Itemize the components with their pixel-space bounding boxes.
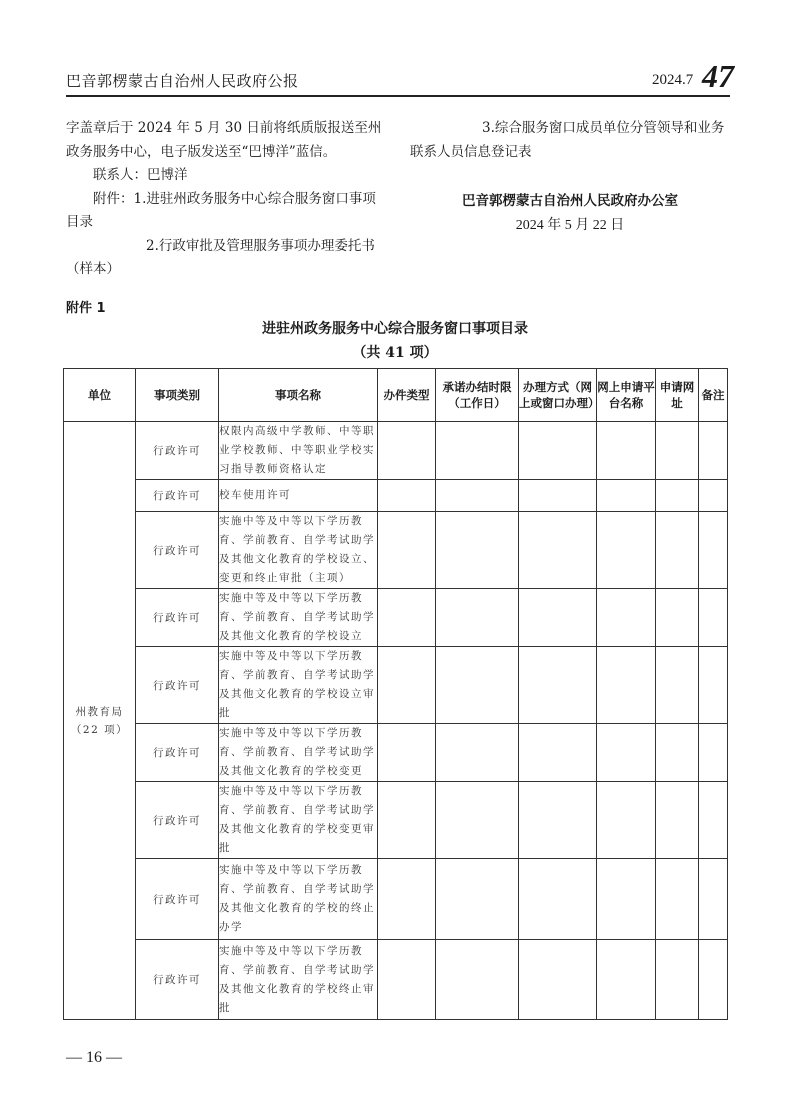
item-name-cell: 实施中等及中等以下学历教育、学前教育、自学考试助学及其他文化教育的学校终止审批 — [219, 940, 378, 1020]
empty-cell — [699, 782, 728, 859]
catalog-table — [63, 368, 728, 1020]
empty-cell — [436, 940, 519, 1020]
header-case-type: 办件类型 — [378, 369, 436, 422]
empty-cell — [699, 422, 728, 480]
table-row — [64, 512, 728, 589]
empty-cell — [597, 589, 656, 647]
empty-cell — [436, 647, 519, 724]
empty-cell — [656, 724, 699, 782]
empty-cell — [656, 940, 699, 1020]
table-row — [64, 647, 728, 724]
empty-cell — [597, 480, 656, 512]
empty-cell — [378, 647, 436, 724]
header-remarks: 备注 — [699, 369, 728, 422]
item-name-cell: 实施中等及中等以下学历教育、学前教育、自学考试助学及其他文化教育的学校变更 — [219, 724, 378, 782]
item-name-cell: 实施中等及中等以下学历教育、学前教育、自学考试助学及其他文化教育的学校设立、变更和终止审批（主项） — [219, 512, 378, 589]
empty-cell — [378, 422, 436, 480]
signature-date: 2024 年 5 月 22 日 — [515, 217, 625, 233]
empty-cell — [656, 422, 699, 480]
item-name-cell: 实施中等及中等以下学历教育、学前教育、自学考试助学及其他文化教育的学校设立审批 — [219, 647, 378, 724]
empty-cell — [436, 724, 519, 782]
signature-org: 巴音郭楞蒙古自治州人民政府办公室 — [462, 193, 678, 209]
empty-cell — [519, 940, 597, 1020]
empty-cell — [378, 512, 436, 589]
category-cell: 行政许可 — [136, 512, 219, 589]
empty-cell — [378, 724, 436, 782]
empty-cell — [519, 480, 597, 512]
table-row — [64, 859, 728, 940]
header-rule — [66, 95, 730, 97]
empty-cell — [378, 940, 436, 1020]
item-name-cell: 实施中等及中等以下学历教育、学前教育、自学考试助学及其他文化教育的学校的终止办学 — [219, 859, 378, 940]
empty-cell — [519, 512, 597, 589]
empty-cell — [699, 480, 728, 512]
empty-cell — [519, 589, 597, 647]
category-cell: 行政许可 — [136, 480, 219, 512]
paragraph-submission: 字盖章后于 2024 年 5 月 30 日前将纸质版报送至州政务服务中心，电子版发送至“巴博洋”蓝信。 — [66, 120, 382, 160]
item-name-cell: 实施中等及中等以下学历教育、学前教育、自学考试助学及其他文化教育的学校变更审批 — [219, 782, 378, 859]
category-cell: 行政许可 — [136, 782, 219, 859]
empty-cell — [656, 647, 699, 724]
empty-cell — [519, 724, 597, 782]
empty-cell — [597, 512, 656, 589]
empty-cell — [597, 859, 656, 940]
category-cell: 行政许可 — [136, 724, 219, 782]
category-cell: 行政许可 — [136, 589, 219, 647]
paragraph-attachment-3: 3.综合服务窗口成员单位分管领导和业务联系人员信息登记表 — [410, 120, 725, 160]
empty-cell — [597, 724, 656, 782]
empty-cell — [699, 589, 728, 647]
page-number: — 16 — — [66, 1049, 122, 1066]
table-row — [64, 724, 728, 782]
table-row — [64, 940, 728, 1020]
empty-cell — [656, 512, 699, 589]
table-row — [64, 422, 728, 480]
header-handling-method: 办理方式（网上或窗口办理） — [519, 369, 597, 422]
header-platform: 网上申请平台名称 — [597, 369, 656, 422]
empty-cell — [656, 589, 699, 647]
item-name-cell: 校车使用许可 — [219, 480, 378, 512]
empty-cell — [378, 589, 436, 647]
attachment-label: 附件 1 — [66, 301, 106, 316]
table-row — [64, 480, 728, 512]
item-name-cell: 实施中等及中等以下学历教育、学前教育、自学考试助学及其他文化教育的学校设立 — [219, 589, 378, 647]
empty-cell — [519, 859, 597, 940]
empty-cell — [699, 859, 728, 940]
publication-title: 巴音郭楞蒙古自治州人民政府公报 — [66, 72, 299, 90]
category-cell: 行政许可 — [136, 859, 219, 940]
empty-cell — [699, 647, 728, 724]
paragraph-attachment-2: 2.行政审批及管理服务事项办理委托书（样本） — [66, 237, 375, 277]
empty-cell — [378, 782, 436, 859]
empty-cell — [597, 782, 656, 859]
empty-cell — [597, 940, 656, 1020]
empty-cell — [378, 480, 436, 512]
header-category: 事项类别 — [136, 369, 219, 422]
header-unit: 单位 — [64, 369, 136, 422]
empty-cell — [699, 512, 728, 589]
empty-cell — [656, 859, 699, 940]
empty-cell — [378, 859, 436, 940]
category-cell: 行政许可 — [136, 940, 219, 1020]
category-cell: 行政许可 — [136, 647, 219, 724]
empty-cell — [519, 422, 597, 480]
empty-cell — [699, 940, 728, 1020]
empty-cell — [436, 422, 519, 480]
issue-number: 47 — [702, 58, 734, 94]
unit-cell: 州教育局（22 项） — [64, 422, 136, 1020]
empty-cell — [436, 512, 519, 589]
table-subtitle: （共 41 项） — [352, 345, 438, 361]
table-title: 进驻州政务服务中心综合服务窗口事项目录 — [262, 321, 528, 337]
empty-cell — [519, 782, 597, 859]
table-row — [64, 782, 728, 859]
left-column — [66, 117, 384, 282]
item-name-cell: 权限内高级中学教师、中等职业学校教师、中等职业学校实习指导教师资格认定 — [219, 422, 378, 480]
paragraph-contact: 联系人：巴博洋 — [93, 167, 188, 183]
empty-cell — [656, 782, 699, 859]
paragraph-attachment-1: 附件：1.进驻州政务服务中心综合服务窗口事项目录 — [66, 190, 376, 230]
empty-cell — [436, 480, 519, 512]
table-row — [64, 589, 728, 647]
empty-cell — [436, 782, 519, 859]
empty-cell — [436, 859, 519, 940]
empty-cell — [597, 647, 656, 724]
table-header-row — [64, 369, 728, 422]
header-item-name: 事项名称 — [219, 369, 378, 422]
empty-cell — [519, 647, 597, 724]
category-cell: 行政许可 — [136, 422, 219, 480]
empty-cell — [436, 589, 519, 647]
empty-cell — [656, 480, 699, 512]
header-url: 申请网址 — [656, 369, 699, 422]
header-time-limit: 承诺办结时限（工作日） — [436, 369, 519, 422]
right-column — [410, 117, 730, 237]
empty-cell — [597, 422, 656, 480]
issue-label: 2024.7 — [652, 72, 694, 88]
empty-cell — [699, 724, 728, 782]
